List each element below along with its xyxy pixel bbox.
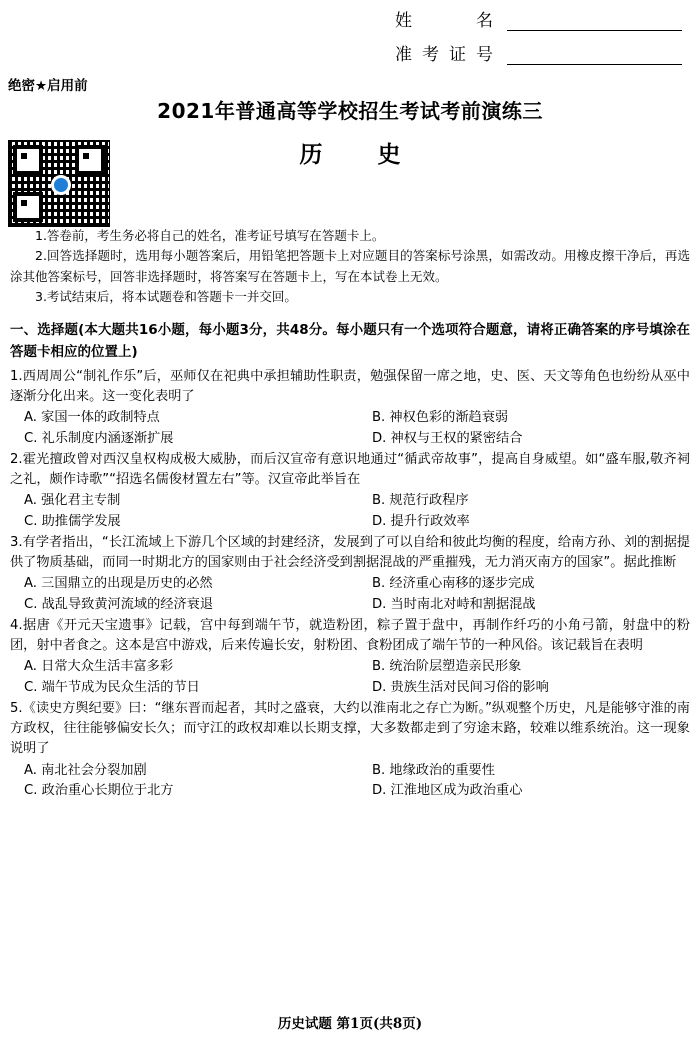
option-1-b[interactable]: B. 神权色彩的渐趋衰弱 bbox=[372, 410, 509, 426]
question-body-4: 据唐《开元天宝遗事》记载，宫中每到端午节，就造粉团，粽子置于盘中，再制作纤巧的小角弓箭，射盘中的粉团，射中者食之。这本是宫中游戏，后来传遍长安，射粉团、食粉团成了端午节的一种风俗。该记载旨在表明 bbox=[10, 618, 690, 654]
notice-block bbox=[10, 205, 690, 307]
question-body-1: 西周周公“制礼作乐”后，巫师仅在祀典中承担辅助性职责，勉强保留一席之地，史、医、天文等角色也纷纷从巫中逐渐分化出来。这一变化表明了 bbox=[10, 369, 690, 405]
question-text-3 bbox=[10, 533, 690, 573]
question-number-3: 3. bbox=[10, 535, 23, 551]
ticket-field-row bbox=[0, 40, 682, 65]
option-2-a[interactable]: A. 强化君主专制 bbox=[24, 493, 121, 509]
option-3-a[interactable]: A. 三国鼎立的出现是历史的必然 bbox=[24, 576, 213, 592]
option-4-d[interactable]: D. 贵族生活对民间习俗的影响 bbox=[372, 679, 549, 695]
question-item bbox=[10, 450, 690, 532]
question-text-5 bbox=[10, 699, 690, 759]
page-title: 2021年普通高等学校招生考试考前演练三 bbox=[157, 99, 543, 123]
option-3-b[interactable]: B. 经济重心南移的逐步完成 bbox=[372, 576, 535, 592]
option-5-b[interactable]: B. 地缘政治的重要性 bbox=[372, 762, 495, 778]
option-2-d[interactable]: D. 提升行政效率 bbox=[372, 513, 470, 529]
option-3-c[interactable]: C. 战乱导致黄河流域的经济衰退 bbox=[24, 596, 214, 612]
question-options-3 bbox=[10, 574, 690, 615]
notice-line-1: 1.答卷前，考生务必将自己的姓名，准考证号填写在答题卡上。 bbox=[35, 228, 385, 244]
question-text-4 bbox=[10, 616, 690, 656]
option-2-c[interactable]: C. 助推儒学发展 bbox=[24, 513, 121, 529]
name-field-label: 姓 名 bbox=[395, 11, 503, 31]
question-item bbox=[10, 699, 690, 801]
option-4-a[interactable]: A. 日常大众生活丰富多彩 bbox=[24, 659, 174, 675]
option-4-b[interactable]: B. 统治阶层塑造亲民形象 bbox=[372, 659, 522, 675]
subject-title: 历 史 bbox=[299, 141, 417, 168]
option-1-c[interactable]: C. 礼乐制度内涵逐渐扩展 bbox=[24, 430, 174, 446]
notice-title bbox=[10, 205, 690, 226]
option-5-a[interactable]: A. 南北社会分裂加剧 bbox=[24, 762, 147, 778]
qr-code-icon bbox=[8, 140, 110, 227]
question-options-5 bbox=[10, 761, 690, 802]
page-footer: 历史试题 第1页(共8页) bbox=[277, 1016, 423, 1032]
question-options-1 bbox=[10, 408, 690, 449]
question-list bbox=[10, 367, 690, 801]
option-1-d[interactable]: D. 神权与王权的紧密结合 bbox=[372, 430, 523, 446]
qr-finder-top-right bbox=[75, 145, 105, 175]
question-item bbox=[10, 533, 690, 615]
question-body-3: 有学者指出，“长江流域上下游几个区域的封建经济，发展到了可以自给和彼此均衡的程度，给南方孙、刘的割据提供了物质基础，而同一时期北方的国家则由于社会经济受到割据混战的严重摧残，无力消灭南方的国家”。据此推断 bbox=[10, 535, 690, 571]
question-item bbox=[10, 367, 690, 449]
notice-line-2: 2.回答选择题时，选用每小题答案后，用铅笔把答题卡上对应题目的答案标号涂黑，如需改动。用橡皮擦干净后，再选涂其他答案标号，回答非选择题时，将答案写在答题卡上，写在本试卷上无效。 bbox=[10, 248, 690, 284]
option-4-c[interactable]: C. 端午节成为民众生活的节日 bbox=[24, 679, 200, 695]
name-field-row bbox=[0, 6, 682, 31]
option-3-d[interactable]: D. 当时南北对峙和割据混战 bbox=[372, 596, 536, 612]
question-text-2 bbox=[10, 450, 690, 490]
section-heading: 一、选择题(本大题共16小题，每小题3分，共48分。每小题只有一个选项符合题意，请将正确答案的序号填涂在答题卡相应的位置上) bbox=[10, 322, 690, 360]
qr-center-logo bbox=[51, 175, 71, 195]
question-body-5: 《读史方舆纪要》曰：“继东晋而起者，其时之盛衰，大约以淮南北之存亡为断。”纵观整个历史，凡是能够守淮的南方政权，往往能够偏安长久；而守江的政权却难以长期支撑，大多数都走到了穷途末路，较难以维系统治。这一现象说明了 bbox=[10, 701, 690, 757]
question-number-2: 2. bbox=[10, 452, 23, 468]
question-options-4 bbox=[10, 657, 690, 698]
notice-line-3: 3.考试结束后，将本试题卷和答题卡一并交回。 bbox=[35, 288, 297, 304]
question-item bbox=[10, 616, 690, 698]
qr-finder-top-left bbox=[13, 145, 43, 175]
ticket-field-label: 准考证号 bbox=[395, 45, 503, 65]
option-1-a[interactable]: A. 家国一体的政制特点 bbox=[24, 410, 160, 426]
examinee-fields bbox=[0, 0, 700, 65]
question-body-2: 霍光擅政曾对西汉皇权构成极大威胁，而后汉宣帝有意识地通过“循武帝故事”，提高自身威望。如“盛车服,敬齐祠之礼，颇作诗歌”“招选名儒俊材置左右”等。汉宣帝此举旨在 bbox=[10, 452, 690, 488]
option-5-d[interactable]: D. 江淮地区成为政治重心 bbox=[372, 783, 523, 798]
secret-label: 绝密★启用前 bbox=[8, 78, 88, 94]
option-2-b[interactable]: B. 规范行政程序 bbox=[372, 493, 469, 509]
question-number-1: 1. bbox=[10, 369, 23, 385]
question-number-4: 4. bbox=[10, 618, 23, 634]
qr-finder-bottom-left bbox=[13, 192, 43, 222]
option-5-c[interactable]: C. 政治重心长期位于北方 bbox=[24, 783, 174, 798]
name-field-blank[interactable] bbox=[507, 10, 682, 31]
ticket-field-blank[interactable] bbox=[507, 44, 682, 65]
question-text-1 bbox=[10, 367, 690, 407]
question-options-2 bbox=[10, 491, 690, 532]
question-number-5: 5. bbox=[10, 701, 23, 717]
